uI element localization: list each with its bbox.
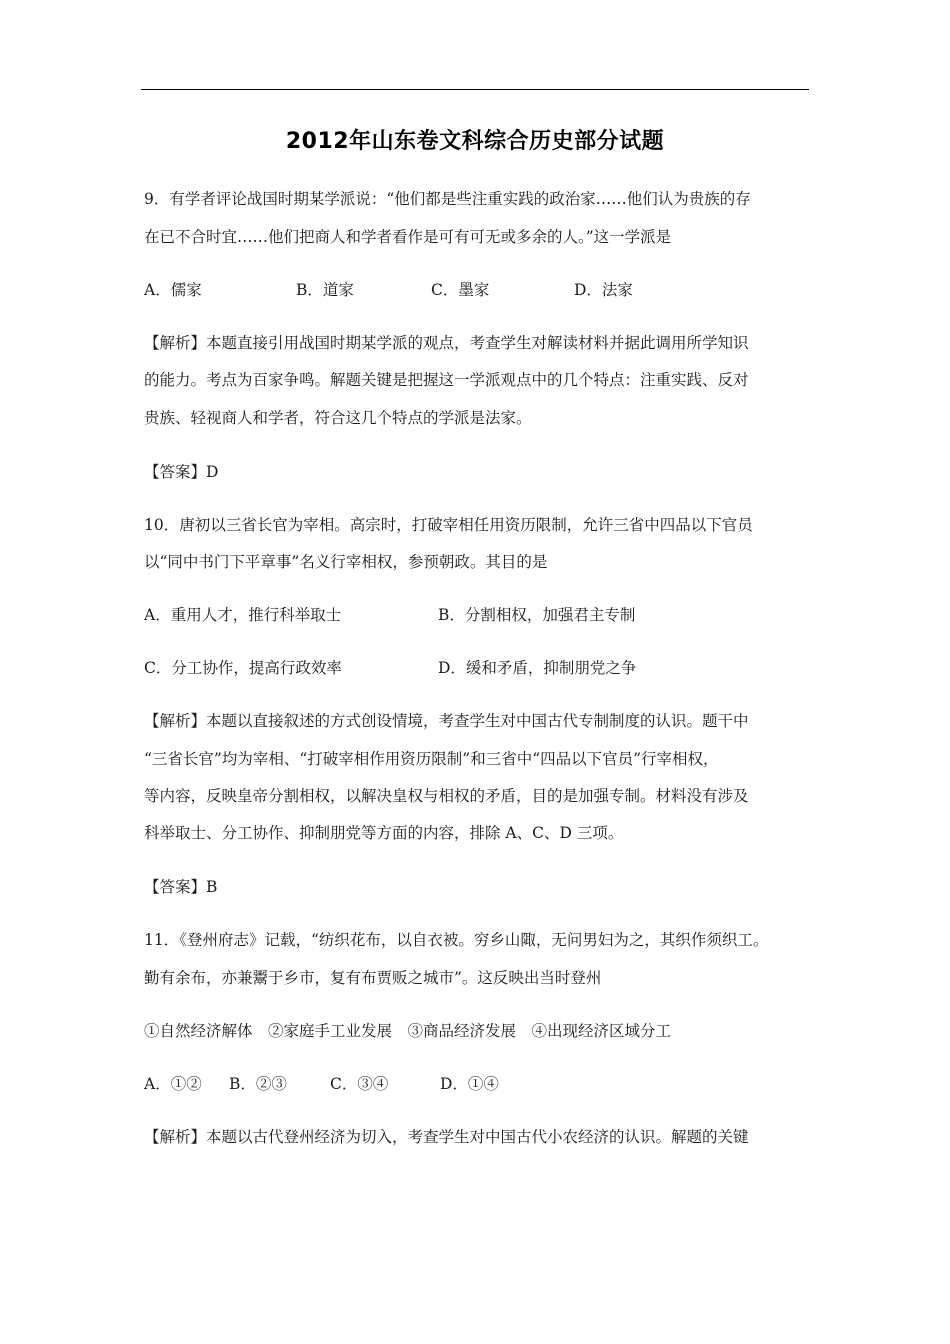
q9-analysis-line-3: 贵族、轻视商人和学者，符合这几个特点的学派是法家。	[144, 409, 532, 427]
q11-option-a: A．①②	[144, 1075, 202, 1093]
q10-analysis-line-3: 等内容，反映皇帝分割相权，以解决皇权与相权的矛盾，目的是加强专制。材料没有涉及	[144, 787, 749, 805]
q11-stem-line-2: 勤有余布，亦兼鬻于乡市，复有布贾贩之城市”。这反映出当时登州	[144, 969, 602, 987]
q10-stem-line-2: 以“同中书门下平章事”名义行宰相权，参预朝政。其目的是	[144, 553, 548, 571]
q10-option-d: D．缓和矛盾，抑制朋党之争	[438, 659, 637, 677]
q11-option-b: B．②③	[229, 1075, 287, 1093]
q10-answer: 【答案】B	[144, 878, 218, 896]
q9-analysis-line-2: 的能力。考点为百家争鸣。解题关键是把握这一学派观点中的几个特点：注重实践、反对	[144, 371, 749, 389]
q10-analysis-line-4: 科举取士、分工协作、抑制朋党等方面的内容，排除 A、C、D 三项。	[144, 824, 624, 842]
q10-option-c: C．分工协作，提高行政效率	[144, 659, 342, 677]
q10-stem-line-1: 10．唐初以三省长官为宰相。高宗时，打破宰相任用资历限制，允许三省中四品以下官员	[144, 516, 753, 534]
q11-option-d: D．①④	[440, 1075, 499, 1093]
q9-stem-line-2: 在已不合时宜……他们把商人和学者看作是可有可无或多余的人。”这一学派是	[144, 228, 672, 246]
q10-analysis-line-1: 【解析】本题以直接叙述的方式创设情境，考查学生对中国古代专制制度的认识。题干中	[144, 712, 749, 730]
q10-analysis-line-2: “三省长官”均为宰相、“打破宰相作用资历限制”和三省中“四品以下官员”行宰相权，	[144, 750, 719, 768]
header-rule	[141, 89, 809, 90]
q9-answer: 【答案】D	[144, 463, 219, 481]
q11-items: ①自然经济解体 ②家庭手工业发展 ③商品经济发展 ④出现经济区域分工	[144, 1022, 672, 1040]
q11-option-c: C．③④	[330, 1075, 389, 1093]
q9-stem-line-1: 9．有学者评论战国时期某学派说：“他们都是些注重实践的政治家……他们认为贵族的存	[144, 190, 751, 208]
q9-option-d: D．法家	[574, 281, 633, 299]
q11-stem-line-1: 11．《登州府志》记载，“纺织花布，以自衣被。穷乡山陬，无问男妇为之，其织作须织工。	[144, 931, 769, 949]
q10-option-a: A．重用人才，推行科举取士	[144, 606, 342, 624]
q9-option-c: C．墨家	[431, 281, 490, 299]
q9-option-b: B．道家	[296, 281, 354, 299]
q10-option-b: B．分割相权，加强君主专制	[438, 606, 636, 624]
q11-analysis-line-1: 【解析】本题以古代登州经济为切入，考查学生对中国古代小农经济的认识。解题的关键	[144, 1128, 749, 1146]
q9-analysis-line-1: 【解析】本题直接引用战国时期某学派的观点，考查学生对解读材料并据此调用所学知识	[144, 334, 749, 352]
q9-option-a: A．儒家	[144, 281, 202, 299]
page-title: 2012年山东卷文科综合历史部分试题	[285, 129, 665, 154]
